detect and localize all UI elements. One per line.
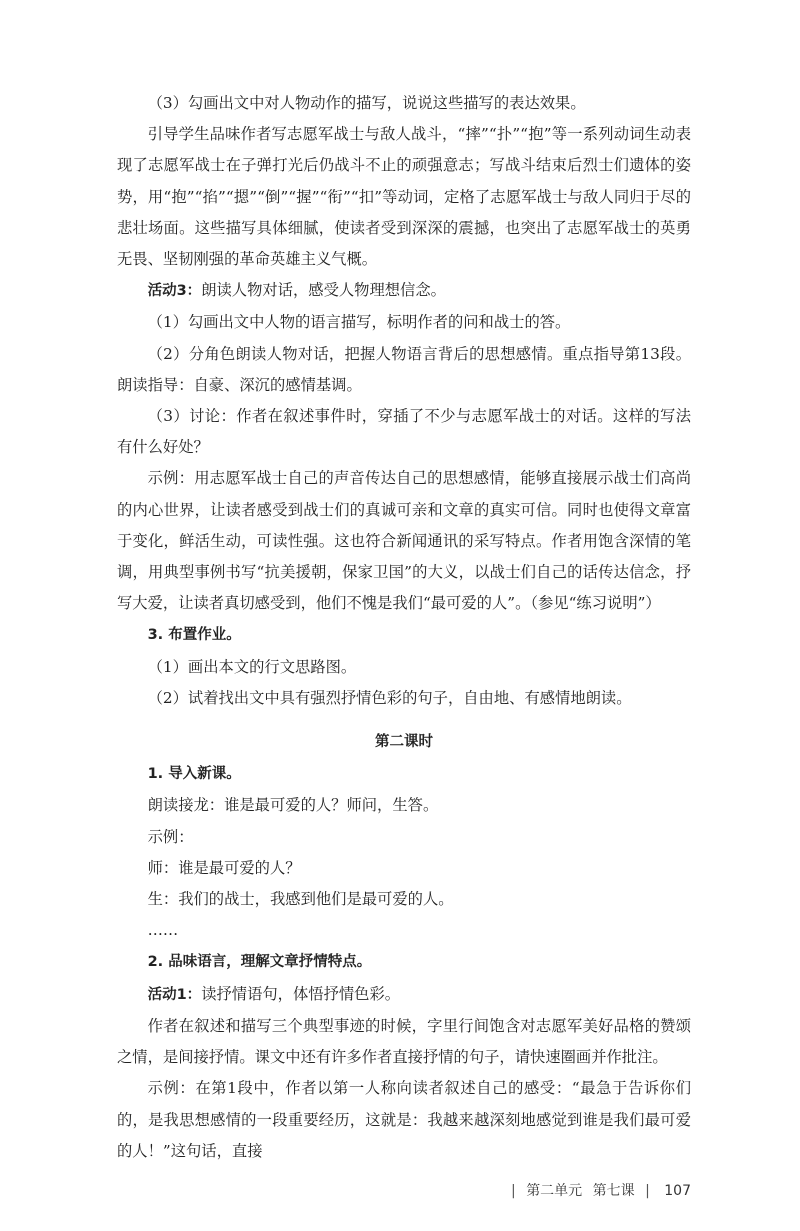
bold-heading: 活动1： [147,986,202,1003]
paragraph [117,652,691,683]
paragraph [117,884,691,915]
paragraph-text: （3）讨论：作者在叙述事件时，穿插了不少与志愿军战士的对话。这样的写法有什么好处？ [117,407,691,457]
paragraph-text: 朗读人物对话，感受人物理想信念。 [201,281,446,300]
paragraph-text: （2）试着找出文中具有强烈抒情色彩的句子，自由地、有感情地朗读。 [147,688,632,707]
paragraph [117,307,691,338]
paragraph [117,758,691,790]
page-footer [117,1167,691,1201]
paragraph [117,1073,691,1167]
paragraph-text: 示例：在第1段中，作者以第一人称向读者叙述自己的感受：“最急于告诉你们的，是我思想感情的一段重要经历，这就是：我越来越深刻地感觉到谁是我们最可爱的人！”这句话，直接 [117,1079,691,1160]
paragraph [117,853,691,884]
paragraph-text: 示例： [147,827,194,846]
paragraph-text: 师：谁是最可爱的人？ [147,858,301,877]
bold-heading: 1. 导入新课。 [147,766,241,783]
paragraph-text: …… [147,921,179,940]
paragraph [117,401,691,463]
paragraph [117,915,691,946]
paragraph [117,463,691,619]
paragraph [117,1011,691,1073]
page-number: 107 [664,1182,691,1199]
paragraph [117,275,691,307]
paragraph [117,619,691,651]
document-body [117,88,691,1167]
paragraph [117,790,691,821]
paragraph-text: 引导学生品味作者写志愿军战士与敌人战斗，“摔”“扑”“抱”等一系列动词生动表现了志愿军战士在子弹打光后仍战斗不止的顽强意志；写战斗结束后烈士们遗体的姿势，用“抱”“掐”“摁”“倒”“握”“衔”“扣”等动词，定格了志愿军战士与敌人同归于尽的悲壮场面。这些描写具体细腻，使读者受到深深的震撼，也突出了志愿军战士的英勇无畏、坚韧刚强的革命英雄主义气概。 [117,125,691,269]
footer-unit: 第二单元 [526,1182,583,1199]
paragraph [117,119,691,275]
paragraph [117,683,691,714]
footer-divider: | [511,1182,516,1199]
paragraph-text: （1）画出本文的行文思路图。 [147,657,357,676]
paragraph [117,946,691,978]
paragraph-text: （1）勾画出文中人物的语言描写，标明作者的问和战士的答。 [147,313,571,332]
bold-heading: 2. 品味语言，理解文章抒情特点。 [147,954,372,971]
paragraph-text: 生：我们的战士，我感到他们是最可爱的人。 [147,890,454,909]
section-title: 第二课时 [375,734,433,751]
footer-lesson: 第七课 [592,1182,635,1199]
paragraph-text: 示例：用志愿军战士自己的声音传达自己的思想感情，能够直接展示战士们高尚的内心世界，让读者感受到战士们的真诚可亲和文章的真实可信。同时也使得文章富于变化，鲜活生动，可读性强。这也符合新闻通讯的采写特点。作者用饱含深情的笔调，用典型事例书写“抗美援朝，保家卫国”的大义，以战士们自己的话传达信念，抒写大爱，让读者真切感受到，他们不愧是我们“最可爱的人”。（参见“练习说明”） [117,469,691,613]
paragraph [117,88,691,119]
paragraph-text: （2）分角色朗读人物对话，把握人物语言背后的思想感情。重点指导第13段。朗读指导：自豪、深沉的感情基调。 [117,344,691,394]
paragraph-text: 读抒情语句，体悟抒情色彩。 [201,984,401,1003]
paragraph [117,339,691,401]
paragraph-text: 作者在叙述和描写三个典型事迹的时候，字里行间饱含对志愿军美好品格的赞颂之情，是间接抒情。课文中还有许多作者直接抒情的句子，请快速圈画并作批注。 [117,1016,691,1067]
paragraph [117,979,691,1011]
bold-heading: 活动3： [147,283,202,300]
bold-heading: 3. 布置作业。 [147,627,241,644]
footer-divider: | [645,1182,650,1199]
paragraph [117,822,691,853]
paragraph-text: （3）勾画出文中对人物动作的描写，说说这些描写的表达效果。 [147,94,586,112]
paragraph-text: 朗读接龙：谁是最可爱的人？师问，生答。 [147,796,439,815]
